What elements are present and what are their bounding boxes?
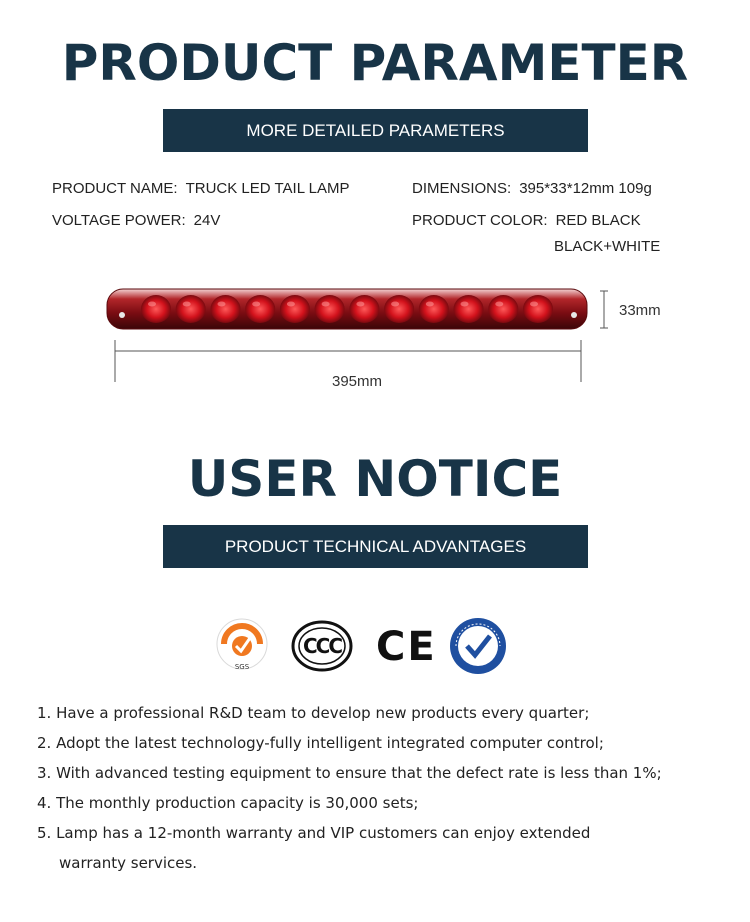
advantages-list — [37, 698, 727, 878]
ccc-icon — [291, 616, 353, 676]
list-item: 4. The monthly production capacity is 30,000 sets; — [37, 794, 419, 812]
led-highlight — [218, 302, 226, 307]
page-title: PRODUCT PARAMETER — [61, 34, 689, 92]
led-lens — [523, 295, 553, 323]
list-item: 3. With advanced testing equipment to ensure that the defect rate is less than 1%; — [37, 764, 662, 782]
dimensions-label: DIMENSIONS: — [412, 180, 512, 197]
voltage-label: VOLTAGE POWER: — [52, 212, 186, 229]
led-highlight — [530, 302, 538, 307]
svg-text:CCC: CCC — [302, 634, 342, 658]
certification-row — [214, 616, 514, 676]
list-item: 5. Lamp has a 12-month warranty and VIP customers can enjoy extended — [37, 824, 591, 842]
led-lens — [141, 295, 171, 323]
width-dimension-label: 395mm — [332, 373, 383, 390]
led-lens — [384, 295, 414, 323]
led-highlight — [356, 302, 364, 307]
ce-mark: CE — [376, 624, 437, 670]
led-lens — [176, 295, 206, 323]
led-lens — [419, 295, 449, 323]
led-lens — [454, 295, 484, 323]
tail-lamp-image — [100, 282, 680, 392]
screw-hole-left — [119, 312, 125, 318]
led-highlight — [148, 302, 156, 307]
section-title-user-notice: USER NOTICE — [187, 450, 563, 508]
led-lens — [488, 295, 518, 323]
led-highlight — [287, 302, 295, 307]
dimensions-value: 395*33*12mm 109g — [519, 180, 652, 197]
led-lens — [245, 295, 275, 323]
product-name-value: TRUCK LED TAIL LAMP — [185, 180, 350, 197]
led-highlight — [461, 302, 469, 307]
product-name-label: PRODUCT NAME: — [52, 180, 178, 197]
led-highlight — [183, 302, 191, 307]
list-item: 2. Adopt the latest technology-fully intelligent integrated computer control; — [37, 734, 604, 752]
list-item: 1. Have a professional R&D team to develop new products every quarter; — [37, 704, 590, 722]
product-name-row — [52, 180, 350, 197]
led-highlight — [391, 302, 399, 307]
technical-advantages-banner: PRODUCT TECHNICAL ADVANTAGES — [163, 525, 588, 568]
color-label: PRODUCT COLOR: — [412, 212, 548, 229]
voltage-value: 24V — [193, 212, 221, 229]
detailed-parameters-banner: MORE DETAILED PARAMETERS — [163, 109, 588, 152]
color-row — [412, 212, 641, 229]
led-highlight — [426, 302, 434, 307]
led-highlight — [322, 302, 330, 307]
led-highlight — [252, 302, 260, 307]
led-lens — [349, 295, 379, 323]
led-lens — [211, 295, 241, 323]
lamp-dimension-figure — [100, 282, 680, 392]
color-value-1: RED BLACK — [555, 212, 641, 229]
voltage-row — [52, 212, 220, 229]
sgs-iso-9001-icon — [214, 616, 270, 676]
sgs-label: SGS — [234, 663, 250, 671]
height-dimension-label: 33mm — [619, 302, 661, 319]
color-value-2: BLACK+WHITE — [554, 238, 661, 255]
dimensions-row — [412, 180, 652, 197]
led-highlight — [495, 302, 503, 307]
list-item-continuation: warranty services. — [59, 854, 198, 872]
led-lens — [280, 295, 310, 323]
screw-hole-right — [571, 312, 577, 318]
led-lens — [315, 295, 345, 323]
supplier-assessment-icon — [448, 616, 508, 676]
